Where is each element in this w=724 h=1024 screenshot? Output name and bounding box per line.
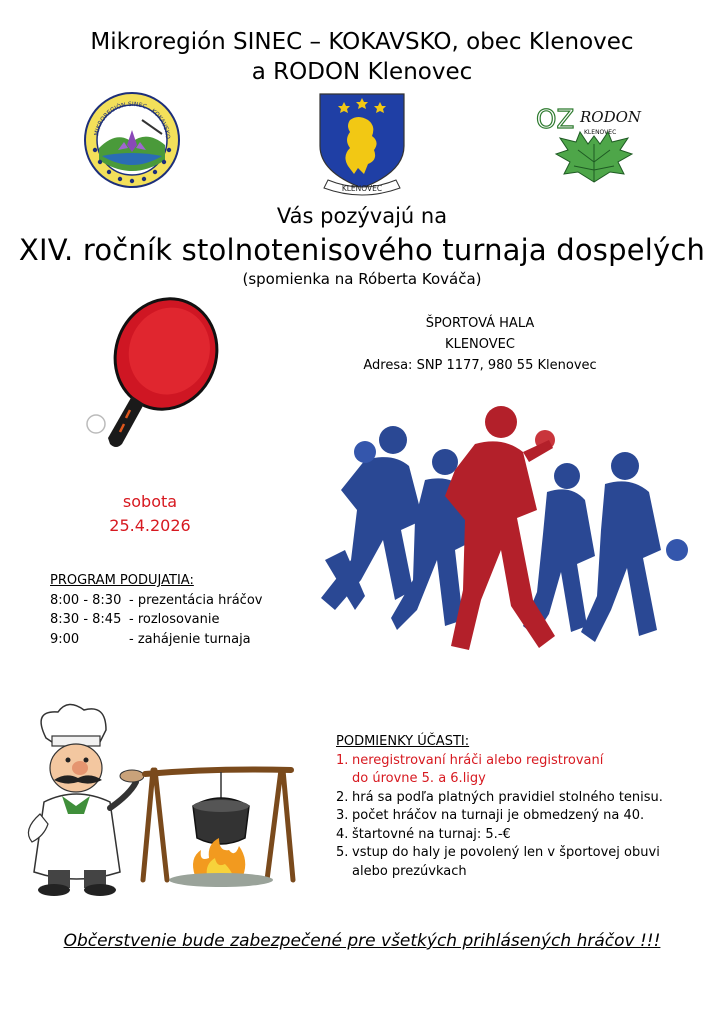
left-logo-ring-text: MIKROREGIÓN SINEC - KOKAVSKO	[93, 100, 172, 140]
condition-number: 1.	[336, 752, 349, 768]
program-text: - zahájenie turnaja	[129, 631, 251, 647]
program-section	[50, 571, 330, 649]
program-text: - rozlosovanie	[129, 612, 220, 627]
mikroregion-emblem-icon	[82, 90, 182, 190]
condition-text: štartovné na turnaj: 5.-€	[352, 826, 511, 842]
venue-address: Adresa: SNP 1177, 980 55 Klenovec	[363, 358, 597, 373]
condition-item	[336, 789, 696, 808]
condition-item	[336, 752, 696, 789]
venue-block	[340, 313, 620, 376]
refreshment-note: Občerstvenie bude zabezpečené pre všetkých prihlásených hráčov !!!	[63, 931, 661, 951]
condition-item	[336, 844, 696, 881]
program-row	[50, 630, 330, 650]
condition-number: 5.	[336, 845, 349, 860]
conditions-heading: PODMIENKY ÚČASTI:	[336, 734, 470, 749]
program-time: 8:00 - 8:30	[50, 592, 122, 608]
rodon-logo-icon	[530, 92, 660, 188]
chef-cartoon-illustration	[14, 702, 144, 896]
program-row	[50, 610, 330, 630]
rodon-oz-text: OZ	[536, 105, 575, 135]
condition-text: hrá sa podľa platných pravidiel stolného tenisu.	[352, 789, 663, 805]
page-title: XIV. ročník stolnotenisového turnaja dospelých	[18, 233, 706, 267]
condition-text: počet hráčov na turnaji je obmedzený na 40.	[352, 808, 645, 823]
ping-pong-paddle-icon	[80, 292, 230, 452]
event-date: 25.4.2026	[109, 516, 191, 535]
program-text: - prezentácia hráčov	[129, 592, 263, 608]
condition-text-cont: alebo prezúvkach	[352, 863, 467, 879]
header-line-2: a RODON Klenovec	[251, 59, 473, 85]
program-time: 8:30 - 8:45	[50, 612, 122, 627]
condition-item	[336, 826, 696, 845]
klenovec-coat-of-arms-icon	[314, 90, 410, 198]
coat-ribbon-text: KLENOVEC	[341, 184, 383, 193]
event-date-block	[80, 490, 220, 538]
invitation-text: Vás pozývajú na	[276, 204, 448, 228]
page-subtitle: (spomienka na Róberta Kováča)	[242, 270, 482, 288]
condition-number: 4.	[336, 826, 349, 842]
program-heading: PROGRAM PODUJATIA:	[50, 573, 194, 588]
venue-line-2: KLENOVEC	[445, 337, 515, 352]
rodon-sub-text: KLENOVEC	[584, 129, 617, 136]
header-line-1: Mikroregión SINEC – KOKAVSKO, obec Klenovec	[90, 29, 634, 55]
table-tennis-players-illustration	[305, 400, 705, 675]
condition-text: neregistrovaní hráči alebo registrovaní	[352, 752, 604, 768]
venue-line-1: ŠPORTOVÁ HALA	[425, 316, 535, 331]
condition-text: vstup do haly je povolený len v športovej obuvi	[352, 845, 660, 860]
cooking-pot-campfire-illustration	[135, 740, 300, 890]
condition-text-cont: do úrovne 5. a 6.ligy	[352, 771, 486, 786]
event-day: sobota	[122, 492, 178, 511]
rodon-brand-text: RODON	[580, 108, 642, 126]
condition-item	[336, 807, 696, 826]
condition-number: 3.	[336, 808, 349, 823]
condition-number: 2.	[336, 789, 349, 805]
program-time: 9:00	[50, 631, 80, 647]
program-row	[50, 591, 330, 611]
conditions-section	[336, 733, 696, 881]
